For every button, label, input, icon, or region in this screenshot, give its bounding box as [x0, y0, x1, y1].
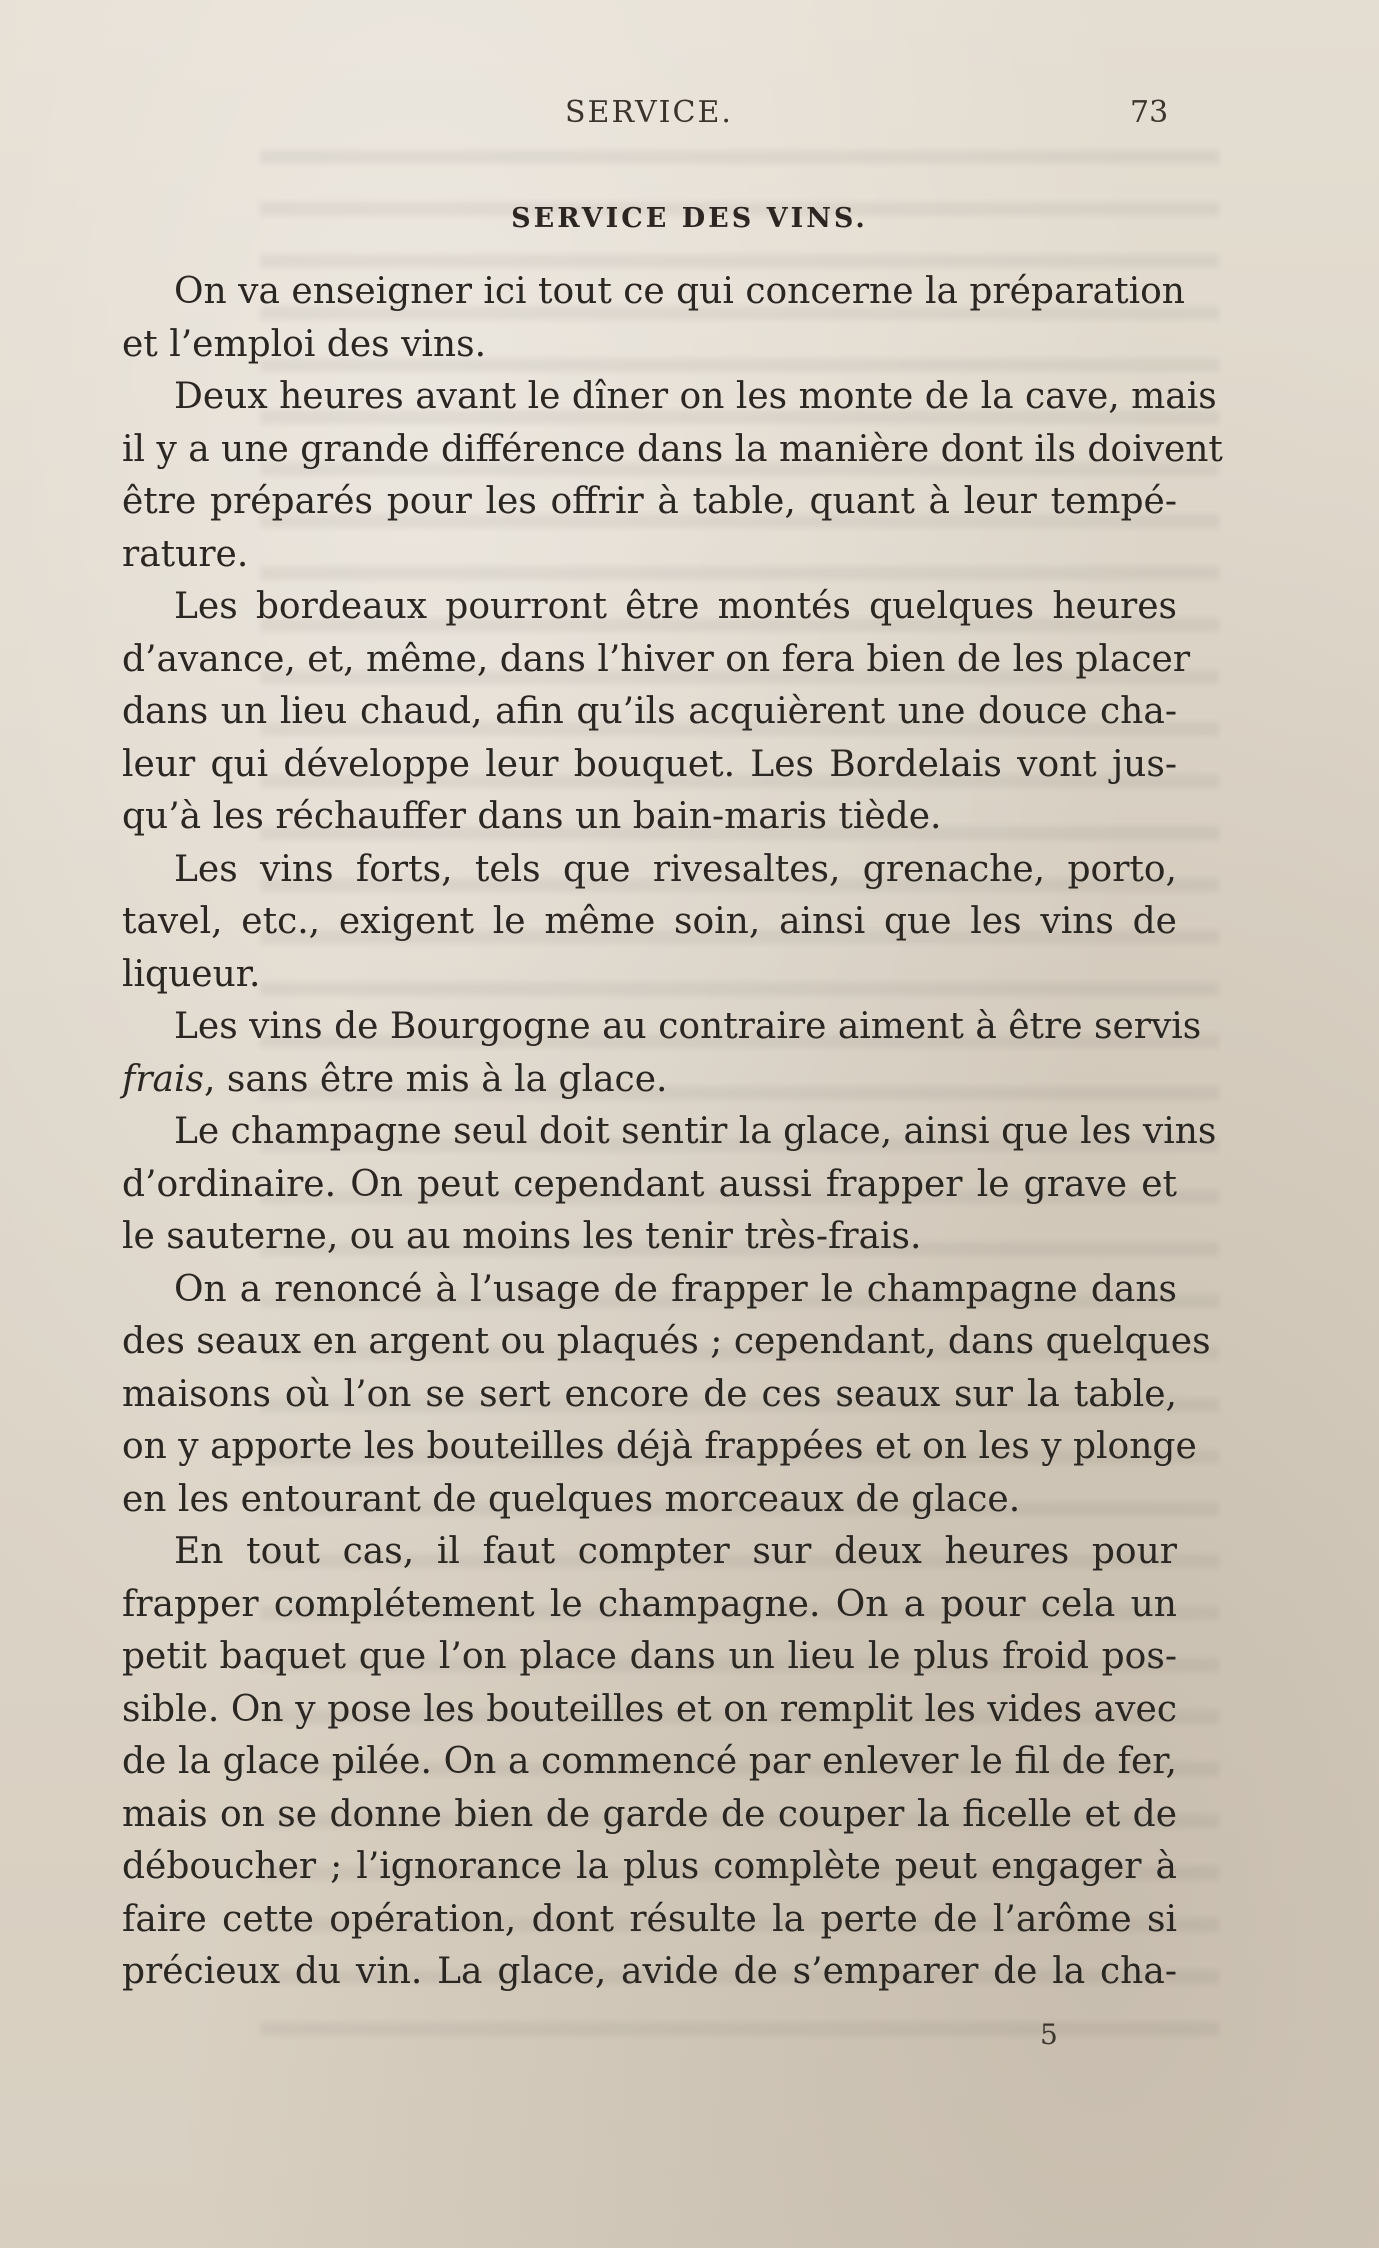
text-line: [122, 739, 1177, 792]
text-line-content: Les bordeaux pourront être montés quelques heures: [174, 586, 1177, 627]
text-line-content: d’ordinaire. On peut cependant aussi frapper le grave et: [122, 1163, 1177, 1205]
signature-mark: 5: [1040, 2018, 1058, 2051]
text-line: [122, 1736, 1177, 1789]
text-line-content: petit baquet que l’on place dans un lieu le plus froid pos-: [122, 1636, 1177, 1677]
text-line-content: maisons où l’on se sert encore de ces seaux sur la table,: [122, 1373, 1177, 1415]
text-line-content: En tout cas, il faut compter sur deux heures pour: [174, 1531, 1177, 1572]
text-line-content: précieux du vin. La glace, avide de s’emparer de la cha-: [122, 1951, 1177, 1992]
text-line: [122, 1474, 1177, 1527]
text-line-content: déboucher ; l’ignorance la plus complète peut engager à: [122, 1846, 1177, 1887]
text-line: [122, 1001, 1202, 1054]
text-line: [122, 1526, 1177, 1579]
text-line: [122, 1946, 1177, 1999]
text-line: [122, 476, 1177, 529]
text-line-content: sible. On y pose les bouteilles et on remplit les vides avec: [122, 1688, 1177, 1730]
text-line-content: on y apporte les bouteilles déjà frappées et on les y plonge: [122, 1426, 1197, 1467]
text-line-content: rature.: [122, 533, 249, 575]
text-line: [122, 791, 1177, 844]
italic-word: frais: [122, 1058, 204, 1100]
text-line-content: tavel, etc., exigent le même soin, ainsi que les vins de: [122, 901, 1177, 942]
body-text: [122, 266, 1223, 1999]
text-line-content: Deux heures avant le dîner on les monte de la cave, mais: [174, 376, 1217, 417]
text-line-content: de la glace pilée. On a commencé par enlever le fil de fer,: [122, 1741, 1177, 1782]
text-line: [122, 896, 1177, 949]
text-line: [122, 1841, 1177, 1894]
text-line: [122, 1789, 1177, 1842]
running-head: [0, 95, 1379, 145]
text-line-content: Les vins de Bourgogne au contraire aiment à être servis: [174, 1006, 1202, 1047]
text-line: [122, 844, 1177, 897]
text-line-content: , sans être mis à la glace.: [203, 1058, 668, 1100]
text-line-content: frapper complétement le champagne. On a pour cela un: [122, 1583, 1177, 1625]
text-line-content: d’avance, et, même, dans l’hiver on fera bien de les placer: [122, 638, 1191, 680]
text-line: [122, 1054, 1177, 1107]
text-line-content: On va enseigner ici tout ce qui concerne la préparation: [174, 271, 1185, 312]
text-line: [122, 1631, 1177, 1684]
text-line-content: en les entourant de quelques morceaux de glace.: [122, 1478, 1021, 1520]
text-line-content: liqueur.: [122, 953, 261, 995]
text-line: [122, 949, 1177, 1002]
text-line-content: qu’à les réchauffer dans un bain-maris tiède.: [122, 796, 942, 837]
text-line-content: faire cette opération, dont résulte la perte de l’arôme si: [122, 1898, 1177, 1940]
text-line: [122, 371, 1217, 424]
text-line: [122, 266, 1185, 319]
text-line-content: le sauterne, ou au moins les tenir très-frais.: [122, 1216, 922, 1257]
text-line: [122, 1264, 1177, 1317]
text-line: [122, 529, 1177, 582]
text-line: [122, 1684, 1177, 1737]
text-line: [122, 1159, 1177, 1212]
text-line-content: et l’emploi des vins.: [122, 323, 487, 365]
text-line: [122, 1579, 1177, 1632]
text-line: [122, 1211, 1177, 1264]
running-title: SERVICE.: [565, 95, 733, 130]
text-line: [122, 1106, 1217, 1159]
text-line: [122, 686, 1177, 739]
text-line-content: mais on se donne bien de garde de couper la ficelle et de: [122, 1793, 1177, 1835]
page-number: 73: [1130, 95, 1169, 130]
text-line: [122, 1316, 1211, 1369]
text-line: [122, 424, 1223, 477]
text-line: [122, 1894, 1177, 1947]
text-line-content: des seaux en argent ou plaqués ; cependant, dans quelques: [122, 1321, 1211, 1362]
text-line: [122, 1369, 1177, 1422]
text-line-content: dans un lieu chaud, afin qu’ils acquièrent une douce cha-: [122, 691, 1177, 732]
section-heading: SERVICE DES VINS.: [511, 203, 868, 234]
text-line-content: Le champagne seul doit sentir la glace, ainsi que les vins: [174, 1111, 1217, 1152]
text-line-content: être préparés pour les offrir à table, quant à leur tempé-: [122, 481, 1177, 522]
text-line: [122, 319, 1177, 372]
text-line: [122, 634, 1191, 687]
text-line: [122, 1421, 1197, 1474]
text-line-content: leur qui développe leur bouquet. Les Bordelais vont jus-: [122, 743, 1177, 785]
text-line-content: On a renoncé à l’usage de frapper le champagne dans: [174, 1268, 1177, 1310]
text-line: [122, 581, 1177, 634]
text-line-content: Les vins forts, tels que rivesaltes, grenache, porto,: [174, 848, 1177, 890]
text-line-content: il y a une grande différence dans la manière dont ils doivent: [122, 428, 1223, 470]
